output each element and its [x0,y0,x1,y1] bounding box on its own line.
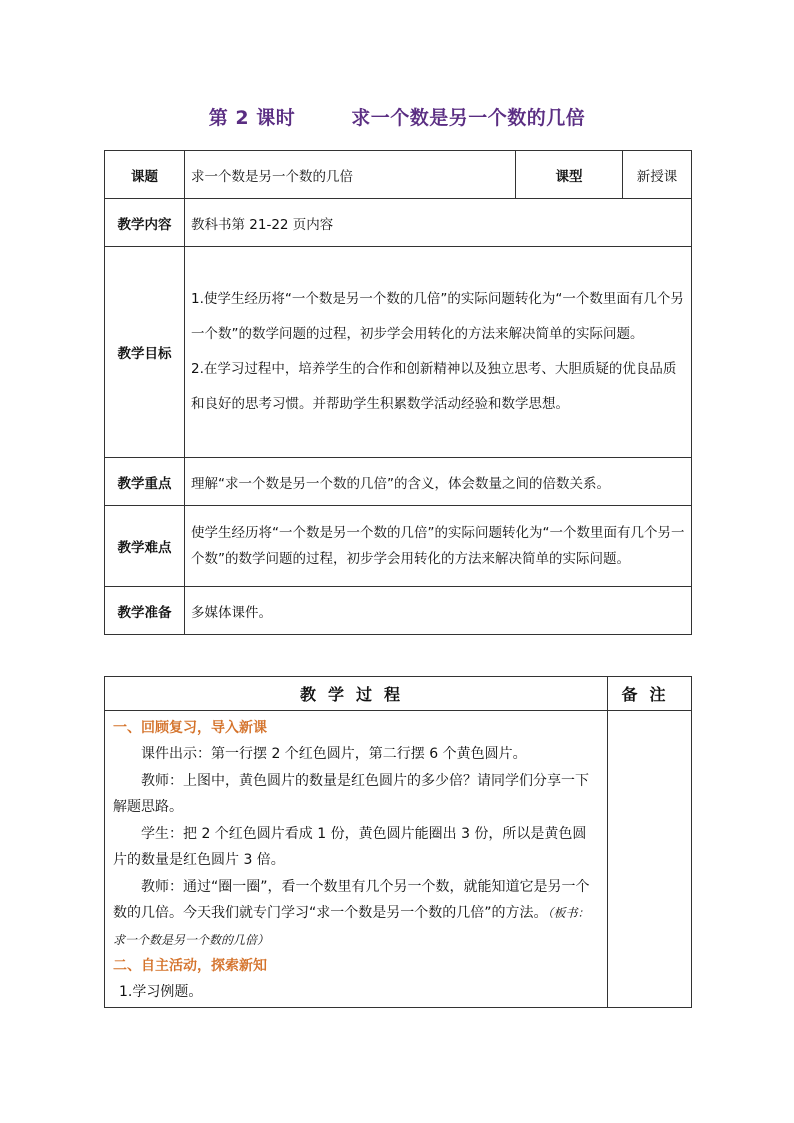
paragraph [113,874,599,954]
paragraph-text: 教师：通过“圈一圈”，看一个数里有几个另一个数，就能知道它是另一个数的几倍。今天我们就专门学习“求一个数是另一个数的几倍”的方法。 [113,878,590,921]
focus-label: 教学重点 [105,458,185,506]
content-label: 教学内容 [105,199,185,247]
paragraph: 课件出示：第一行摆 2 个红色圆片，第二行摆 6 个黄色圆片。 [141,746,527,762]
focus-value: 理解“求一个数是另一个数的几倍”的含义，体会数量之间的倍数关系。 [185,458,692,506]
section-heading: 二、自主活动，探索新知 [113,958,267,974]
type-label: 课型 [516,151,623,199]
teaching-process-table [104,676,692,1008]
prep-label: 教学准备 [105,587,185,635]
page-title [0,103,794,130]
content-row [105,199,692,247]
topic-row [105,151,692,199]
difficulty-value: 使学生经历将“一个数是另一个数的几倍”的实际问题转化为“一个数里面有几个另一个数”的数学问题的过程，初步学会用转化的方法来解决简单的实际问题。 [185,506,692,587]
difficulty-row [105,506,692,587]
goal-item: 2.在学习过程中，培养学生的合作和创新精神以及独立思考、大胆质疑的优良品质和良好的思考习惯。并帮助学生积累数学活动经验和数学思想。 [191,361,677,412]
difficulty-label: 教学难点 [105,506,185,587]
prep-value: 多媒体课件。 [185,587,692,635]
goal-item: 1.使学生经历将“一个数是另一个数的几倍”的实际问题转化为“一个数里面有几个另一个数”的数学问题的过程，初步学会用转化的方法来解决简单的实际问题。 [191,291,684,342]
process-body-row [105,711,692,1008]
process-header: 教学过程 [105,677,608,711]
note-cell [608,711,692,1008]
board-note: （板书：求一个数是另一个数的几倍） [113,906,590,947]
focus-row [105,458,692,506]
goals-row [105,247,692,458]
topic-value: 求一个数是另一个数的几倍 [185,151,516,199]
lesson-info-table [104,150,692,635]
note-header: 备注 [608,677,692,711]
type-value: 新授课 [623,151,692,199]
goals-cell [185,247,692,458]
list-item: 1.学习例题。 [119,984,203,1000]
prep-row [105,587,692,635]
content-value: 教科书第 21-22 页内容 [185,199,692,247]
paragraph: 教师：上图中，黄色圆片的数量是红色圆片的多少倍？请同学们分享一下解题思路。 [113,772,589,815]
topic-label: 课题 [105,151,185,199]
process-content [105,711,608,1008]
lesson-number: 第 2 课时 [208,107,296,129]
paragraph: 学生：把 2 个红色圆片看成 1 份，黄色圆片能圈出 3 份，所以是黄色圆片的数量是红色圆片 3 倍。 [113,825,587,868]
section-heading: 一、回顾复习，导入新课 [113,720,267,736]
lesson-topic: 求一个数是另一个数的几倍 [351,107,586,129]
goals-label: 教学目标 [105,247,185,458]
process-header-row [105,677,692,711]
